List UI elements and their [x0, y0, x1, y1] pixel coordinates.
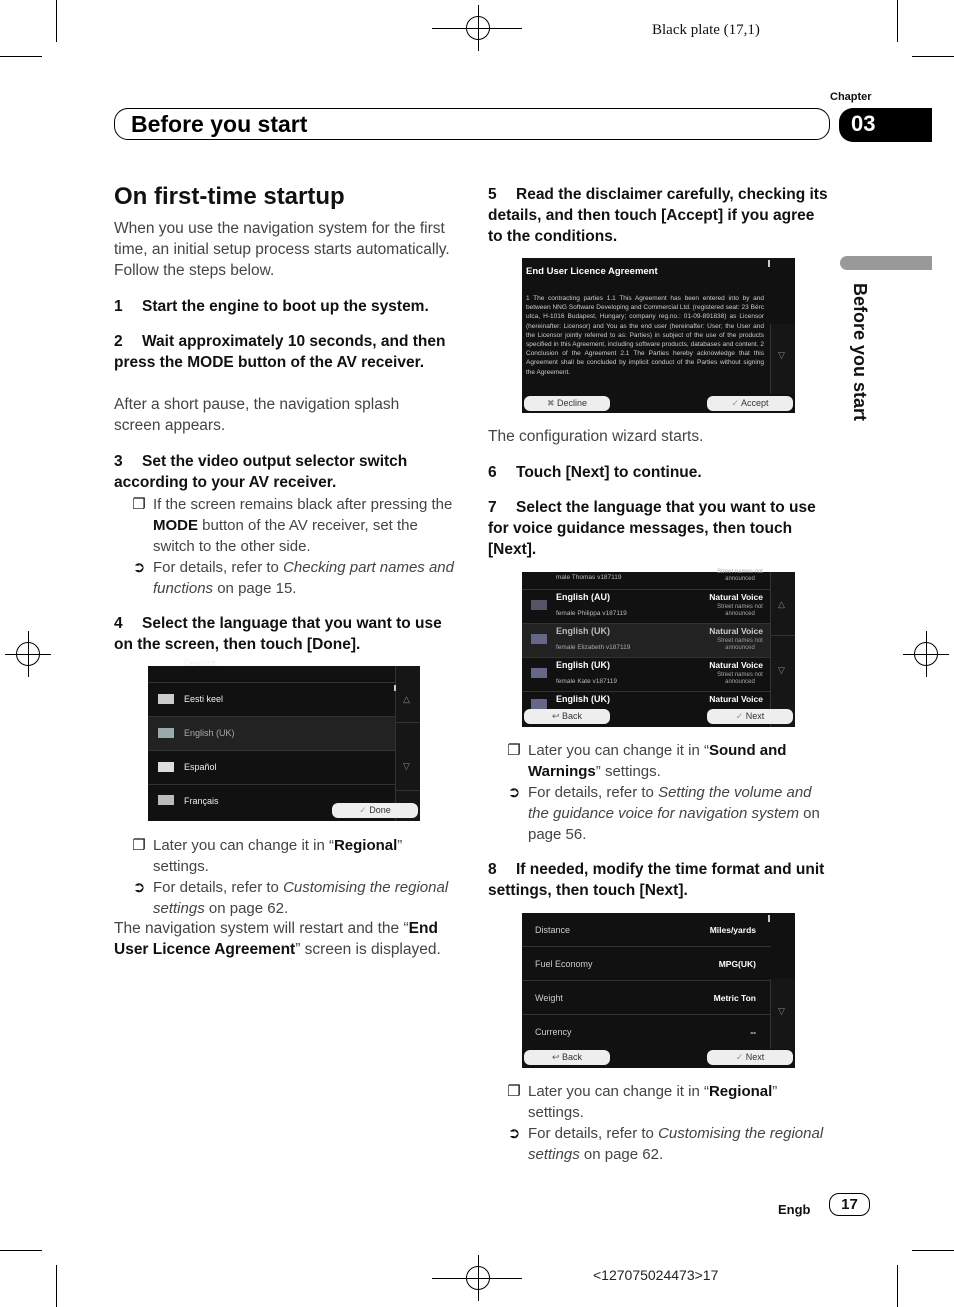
chapter-number-box: [839, 108, 932, 142]
checkbox-icon: ❐: [132, 837, 146, 854]
step-1: [114, 296, 459, 317]
scroll-down-icon[interactable]: ▽: [403, 761, 410, 771]
plate-label: Black plate (17,1): [652, 22, 760, 38]
registration-mark: [5, 631, 51, 677]
wizard-text: The configuration wizard starts.: [488, 428, 704, 445]
step-number: 5: [488, 186, 497, 203]
crop-mark: [56, 1265, 57, 1307]
scrollbar[interactable]: [770, 979, 795, 1049]
setting-row: Distance Miles/yards: [522, 913, 771, 947]
step-text: Select the language that you want to use on the screen, then touch [Done].: [114, 615, 442, 653]
step-text: Read the disclaimer carefully, checking its details, and then touch [Accept] if you agree to the conditions.: [488, 186, 828, 245]
registration-line: [432, 1278, 522, 1279]
chapter-number: 03: [851, 111, 876, 136]
scrollbar[interactable]: [770, 324, 795, 394]
step-8: [488, 859, 828, 901]
voice-screen: [522, 569, 795, 727]
list-item: English (UK) Natural Voice: [522, 692, 771, 708]
step-text: If needed, modify the time format and unit settings, then touch [Next].: [488, 861, 825, 899]
scrollbar[interactable]: [395, 666, 420, 821]
scroll-down-icon[interactable]: ▽: [778, 665, 785, 675]
setting-row: Fuel Economy MPG(UK): [522, 947, 771, 981]
note-item: ❐ If the screen remains black after pressing the MODE button of the AV receiver, set the switch to the other side.: [130, 494, 460, 558]
crop-mark: [912, 1250, 954, 1251]
chapter-title: Before you start: [131, 111, 308, 137]
scrollbar[interactable]: [770, 572, 795, 727]
crop-mark: [56, 0, 57, 42]
reference-item: ➲ For details, refer to Customising the regional settings on page 62.: [505, 1123, 835, 1165]
reference-item: ➲ For details, refer to Customising the regional settings on page 62.: [130, 877, 460, 919]
next-button[interactable]: ✓ Next: [707, 1050, 793, 1065]
document-code: <127075024473>17: [593, 1267, 719, 1283]
step-text: Wait approximately 10 seconds, and then press the MODE button of the AV receiver.: [114, 333, 446, 371]
side-tab-bar: [840, 256, 932, 270]
list-item: Eesti keel: [148, 683, 396, 717]
list-item-selected: English (UK) female Elizabeth v187119 Natural Voice Street names not announced: [522, 624, 771, 658]
crop-mark: [0, 1250, 42, 1251]
back-button[interactable]: ↩ Back: [524, 709, 610, 724]
eula-screen: [522, 258, 795, 413]
eula-title: End User Licence Agreement: [526, 266, 658, 277]
step-text: Start the engine to boot up the system.: [142, 298, 429, 315]
chapter-label: Chapter: [830, 91, 872, 103]
scroll-up-icon[interactable]: △: [778, 599, 785, 609]
language-screen: [148, 658, 420, 821]
intro-text: When you use the navigation system for the first time, an initial setup process starts automatically. Follow the steps below.: [114, 220, 450, 279]
step-number: 2: [114, 333, 123, 350]
scroll-down-icon[interactable]: ▽: [778, 350, 785, 360]
step-text: Set the video output selector switch according to your AV receiver.: [114, 453, 408, 491]
checkbox-icon: ❐: [507, 742, 521, 759]
arrow-icon: ➲: [132, 879, 146, 896]
side-tab-label: Before you start: [850, 283, 870, 422]
eula-body: 1 The contracting parties 1.1 This Agreement has been entered into by and between NNG Software Developing and Commercial Ltd. (registered seat: 23 Bérc utca, H-1016 Budapest, Hungary; company reg.no.: 01-09-891838) as Licensor (hereinafter: Licensor) and You as the end user (hereinafter: User; the User and the Licensor jointly referred to as: Parties) in subject of the use of the products specified in this Agreement, including software products, databases and content. 2 Conclusion of the Agreement 2.1 The Parties hereby acknowledge that this Agreement shall be concluded by implicit conduct of the Parties without signing the Agreement.: [526, 295, 764, 376]
crop-mark: [897, 0, 898, 42]
decline-button[interactable]: ✖ Decline: [524, 396, 610, 411]
list-item: Español: [148, 751, 396, 785]
language-code: Engb: [778, 1202, 811, 1217]
list-item: English (UK) female Kate v187119 Natural Voice Street names not announced: [522, 658, 771, 692]
restart-text: The navigation system will restart and the “End User Licence Agreement” screen is displayed.: [114, 920, 441, 958]
checkbox-icon: ❐: [507, 1083, 521, 1100]
step-4: [114, 613, 454, 655]
done-button[interactable]: ✓ Done: [332, 803, 418, 818]
step-number: 6: [488, 464, 497, 481]
arrow-icon: ➲: [132, 559, 146, 576]
crop-mark: [0, 56, 42, 57]
note-item: ❐ Later you can change it in “Regional” settings.: [505, 1081, 835, 1123]
note-item: ❐ Later you can change it in “Sound and Warnings” settings.: [505, 740, 835, 782]
step-5: [488, 184, 828, 247]
step-number: 3: [114, 453, 123, 470]
registration-mark: [903, 631, 949, 677]
scroll-down-icon[interactable]: ▽: [778, 1006, 785, 1016]
step-number: 1: [114, 298, 123, 315]
list-item: male Thomas v187119 Street names not announced: [522, 566, 771, 590]
reference-item: ➲ For details, refer to Setting the volume and the guidance voice for navigation system on page 56.: [505, 782, 835, 845]
step-number: 4: [114, 615, 123, 632]
registration-line: [432, 28, 522, 29]
section-heading: On first-time startup: [114, 183, 345, 210]
units-screen: [522, 913, 795, 1068]
step-2-after: After a short pause, the navigation splash screen appears.: [114, 396, 400, 434]
step-text: Select the language that you want to use for voice guidance messages, then touch [Next].: [488, 499, 816, 558]
next-button[interactable]: ✓ Next: [707, 709, 793, 724]
list-item: Deutsch: [148, 658, 396, 683]
setting-row: Weight Metric Ton: [522, 981, 771, 1015]
page-number: 17: [841, 1196, 858, 1213]
arrow-icon: ➲: [507, 1125, 521, 1142]
step-number: 8: [488, 861, 497, 878]
note-item: ❐ Later you can change it in “Regional” settings.: [130, 835, 460, 877]
reference-item: ➲ For details, refer to Checking part names and functions on page 15.: [130, 557, 460, 599]
step-3: [114, 451, 459, 493]
back-button[interactable]: ↩ Back: [524, 1050, 610, 1065]
checkbox-icon: ❐: [132, 496, 146, 513]
step-2: [114, 331, 454, 373]
list-item: Français: [148, 785, 396, 815]
crop-mark: [897, 1265, 898, 1307]
step-7: [488, 497, 828, 560]
setting-row: Currency --: [535, 1027, 756, 1037]
accept-button[interactable]: ✓ Accept: [707, 396, 793, 411]
page-number-box: [829, 1193, 870, 1216]
list-item-selected: English (UK): [148, 717, 396, 751]
scroll-up-icon[interactable]: △: [403, 694, 410, 704]
crop-mark: [912, 56, 954, 57]
list-item: English (AU) female Philippa v187119 Natural Voice Street names not announced: [522, 590, 771, 624]
step-text: Touch [Next] to continue.: [516, 464, 702, 481]
step-6: [488, 462, 828, 483]
step-number: 7: [488, 499, 497, 516]
arrow-icon: ➲: [507, 784, 521, 801]
